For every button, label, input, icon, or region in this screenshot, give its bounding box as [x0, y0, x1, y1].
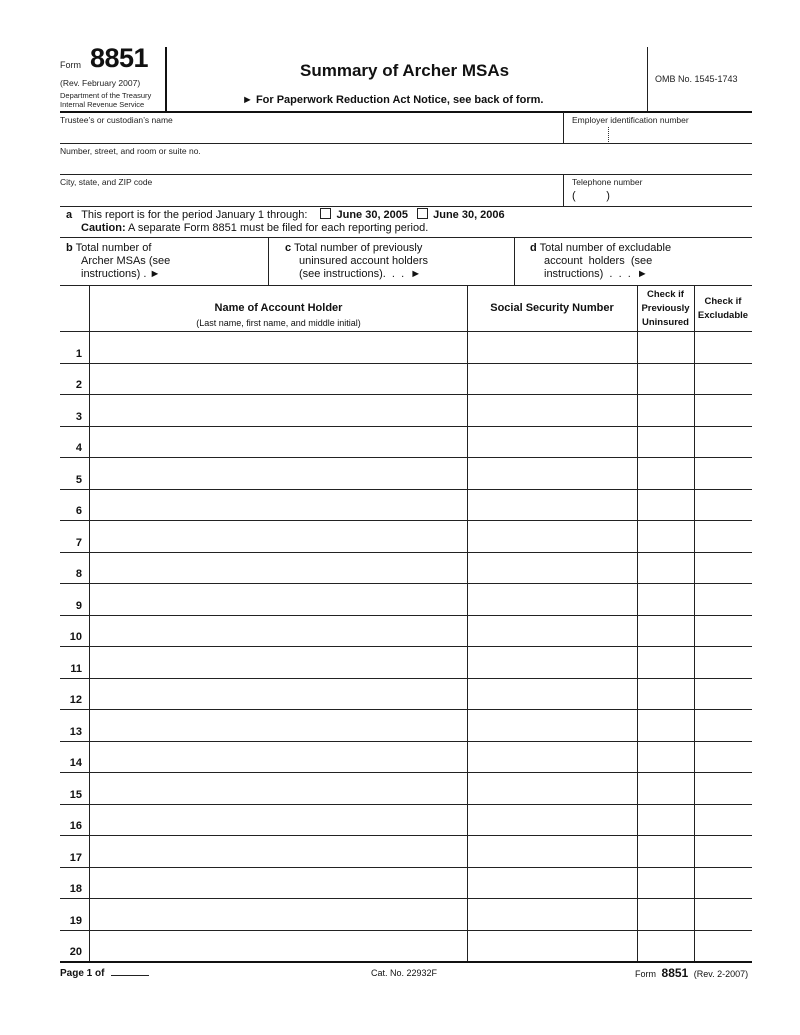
- paperwork-notice: ► For Paperwork Reduction Act Notice, see back of form.: [242, 94, 544, 106]
- row-number: 9: [75, 599, 82, 612]
- ssn-cell[interactable]: [468, 741, 637, 773]
- ssn-cell[interactable]: [468, 363, 637, 395]
- excludable-check[interactable]: [695, 930, 752, 962]
- previously-uninsured-check[interactable]: [638, 583, 694, 615]
- row-number: 18: [69, 883, 82, 895]
- col-prev-line-2: Previously: [641, 303, 690, 314]
- ssn-cell[interactable]: [468, 552, 637, 584]
- excludable-check[interactable]: [695, 898, 752, 930]
- table-row: [60, 678, 752, 710]
- excludable-check[interactable]: [695, 678, 752, 710]
- ssn-cell[interactable]: [468, 583, 637, 615]
- previously-uninsured-check[interactable]: [638, 709, 694, 741]
- row-rule-3: [60, 206, 752, 207]
- table-row: [60, 867, 752, 899]
- previously-uninsured-check[interactable]: [638, 457, 694, 489]
- previously-uninsured-check[interactable]: [638, 394, 694, 426]
- previously-uninsured-check[interactable]: [638, 772, 694, 804]
- ssn-cell[interactable]: [468, 678, 637, 710]
- line-b-text-3: instructions) . ►: [81, 268, 161, 280]
- line-d: [530, 242, 690, 281]
- page-count: [60, 967, 149, 979]
- line-a-text: This report is for the period January 1 through:: [81, 209, 308, 221]
- excludable-check[interactable]: [695, 394, 752, 426]
- row-number: 4: [75, 442, 82, 454]
- name-cell[interactable]: [90, 583, 467, 615]
- line-a-letter: a: [66, 209, 73, 221]
- excludable-check[interactable]: [695, 520, 752, 552]
- ssn-cell[interactable]: [468, 426, 637, 458]
- row-number: 16: [69, 820, 82, 832]
- previously-uninsured-check[interactable]: [638, 520, 694, 552]
- omb-number: OMB No. 1545-1743: [655, 74, 738, 84]
- name-cell[interactable]: [90, 804, 467, 836]
- ssn-cell[interactable]: [468, 867, 637, 899]
- table-row: [60, 520, 752, 552]
- form-title: Summary of Archer MSAs: [300, 61, 510, 80]
- line-b-field[interactable]: [185, 272, 265, 286]
- department-line-2: Internal Revenue Service: [60, 100, 145, 109]
- excludable-check[interactable]: [695, 709, 752, 741]
- previously-uninsured-check[interactable]: [638, 741, 694, 773]
- ssn-cell[interactable]: [468, 930, 637, 962]
- ein-label: Employer identification number: [572, 115, 689, 125]
- line-b-text-2: Archer MSAs (see: [81, 255, 171, 267]
- row-number: 14: [69, 757, 82, 769]
- name-cell[interactable]: [90, 331, 467, 363]
- footer-form-id: [635, 966, 748, 980]
- table-row: [60, 709, 752, 741]
- col-prev-line-1: Check if: [647, 289, 684, 300]
- excludable-check[interactable]: [695, 457, 752, 489]
- excludable-check[interactable]: [695, 331, 752, 363]
- table-row: [60, 835, 752, 867]
- line-c-letter: c: [285, 242, 292, 254]
- previously-uninsured-check[interactable]: [638, 646, 694, 678]
- footer-form-word: Form: [635, 969, 656, 979]
- june-2006-label: June 30, 2006: [433, 209, 505, 221]
- col-name-header: Name of Account Holder: [214, 302, 343, 314]
- table-bottom-rule: [60, 961, 752, 963]
- name-cell[interactable]: [90, 646, 467, 678]
- col-name-subheader: (Last name, first name, and middle initial): [196, 318, 361, 328]
- table-row: [60, 331, 752, 363]
- name-cell[interactable]: [90, 394, 467, 426]
- caution-line: [81, 222, 428, 235]
- name-cell[interactable]: [90, 930, 467, 962]
- form-number: 8851: [90, 43, 149, 73]
- table-row: [60, 426, 752, 458]
- ssn-cell[interactable]: [468, 489, 637, 521]
- excludable-check[interactable]: [695, 772, 752, 804]
- excludable-check[interactable]: [695, 552, 752, 584]
- excludable-check[interactable]: [695, 867, 752, 899]
- row-number: 8: [75, 568, 82, 580]
- ssn-cell[interactable]: [468, 804, 637, 836]
- table-row: [60, 898, 752, 930]
- table-row: [60, 457, 752, 489]
- excludable-check[interactable]: [695, 741, 752, 773]
- excludable-check[interactable]: [695, 646, 752, 678]
- col-previously-uninsured-header: [637, 288, 694, 330]
- row-number: 6: [75, 505, 82, 517]
- row-number: 10: [69, 631, 82, 643]
- row-rule-4: [60, 237, 752, 238]
- ein-field[interactable]: [566, 126, 752, 142]
- table-row: [60, 804, 752, 836]
- name-cell[interactable]: [90, 489, 467, 521]
- name-cell[interactable]: [90, 552, 467, 584]
- ssn-cell[interactable]: [468, 520, 637, 552]
- row-number: 11: [70, 662, 82, 675]
- excludable-check[interactable]: [695, 615, 752, 647]
- name-cell[interactable]: [90, 520, 467, 552]
- name-cell[interactable]: [90, 709, 467, 741]
- previously-uninsured-check[interactable]: [638, 426, 694, 458]
- table-row: [60, 363, 752, 395]
- catalog-number: Cat. No. 22932F: [371, 968, 438, 978]
- ssn-cell[interactable]: [468, 615, 637, 647]
- table-row: [60, 930, 752, 962]
- ssn-cell[interactable]: [468, 835, 637, 867]
- ssn-cell[interactable]: [468, 331, 637, 363]
- col-excl-line-1: Check if: [704, 296, 742, 307]
- line-d-letter: d: [530, 242, 537, 254]
- line-c-text-2: uninsured account holders: [299, 255, 429, 267]
- name-cell[interactable]: [90, 898, 467, 930]
- previously-uninsured-check[interactable]: [638, 898, 694, 930]
- ssn-cell[interactable]: [468, 457, 637, 489]
- excludable-check[interactable]: [695, 489, 752, 521]
- city-field[interactable]: [60, 189, 560, 205]
- line-c-divider: [514, 238, 515, 285]
- excludable-check[interactable]: [695, 583, 752, 615]
- table-row: [60, 552, 752, 584]
- caution-text: A separate Form 8851 must be filed for each reporting period.: [125, 222, 429, 234]
- col-excl-line-2: Excludable: [697, 310, 749, 321]
- row-number: 3: [75, 410, 82, 423]
- header-divider-right: [647, 47, 648, 111]
- phone-field[interactable]: ( ): [572, 190, 610, 202]
- line-c-text-3: (see instructions). . . ►: [299, 268, 422, 280]
- col-excludable-header: [694, 295, 752, 323]
- name-cell[interactable]: [90, 457, 467, 489]
- line-b-letter: b: [66, 242, 73, 254]
- previously-uninsured-check[interactable]: [638, 930, 694, 962]
- header-divider-left: [165, 47, 167, 111]
- name-cell[interactable]: [90, 772, 467, 804]
- previously-uninsured-check[interactable]: [638, 552, 694, 584]
- trustee-name-label: Trustee’s or custodian’s name: [60, 115, 173, 125]
- table-row: [60, 772, 752, 804]
- line-d-text-2: account holders (see: [544, 255, 653, 267]
- row-number: 15: [69, 788, 82, 801]
- june-2006-checkbox[interactable]: [417, 208, 428, 219]
- line-d-text-3: instructions) . . . ►: [544, 268, 648, 280]
- previously-uninsured-check[interactable]: [638, 615, 694, 647]
- phone-label: Telephone number: [572, 177, 643, 187]
- street-field[interactable]: [60, 157, 752, 173]
- table-row: [60, 394, 752, 426]
- table-row: [60, 646, 752, 678]
- row-number: 7: [75, 536, 82, 549]
- row-number: 13: [69, 725, 82, 738]
- line-b-divider: [268, 238, 269, 285]
- ssn-cell[interactable]: [468, 772, 637, 804]
- june-2005-checkbox[interactable]: [320, 208, 331, 219]
- previously-uninsured-check[interactable]: [638, 489, 694, 521]
- excludable-check[interactable]: [695, 426, 752, 458]
- table-row: [60, 615, 752, 647]
- previously-uninsured-check[interactable]: [638, 835, 694, 867]
- name-cell[interactable]: [90, 363, 467, 395]
- ssn-cell[interactable]: [468, 394, 637, 426]
- name-cell[interactable]: [90, 678, 467, 710]
- row-number: 19: [69, 914, 82, 927]
- previously-uninsured-check[interactable]: [638, 363, 694, 395]
- revision-date: (Rev. February 2007): [60, 78, 141, 88]
- excludable-check[interactable]: [695, 363, 752, 395]
- row-number: 5: [75, 473, 82, 486]
- caution-label: Caution:: [81, 222, 126, 234]
- excludable-check[interactable]: [695, 804, 752, 836]
- ssn-cell[interactable]: [468, 898, 637, 930]
- trustee-name-field[interactable]: [60, 126, 560, 142]
- row-number: 17: [69, 851, 82, 864]
- ein-divider: [563, 112, 564, 143]
- line-c-field[interactable]: [445, 272, 510, 286]
- account-holder-table: [60, 285, 752, 961]
- ssn-cell[interactable]: [468, 646, 637, 678]
- previously-uninsured-check[interactable]: [638, 804, 694, 836]
- street-label: Number, street, and room or suite no.: [60, 146, 201, 156]
- col-ssn-header: Social Security Number: [490, 302, 614, 314]
- line-d-field[interactable]: [692, 272, 750, 286]
- line-a: [66, 208, 505, 222]
- department-line-1: Department of the Treasury: [60, 91, 152, 100]
- page-count-field[interactable]: [111, 967, 149, 976]
- name-cell[interactable]: [90, 867, 467, 899]
- name-cell[interactable]: [90, 741, 467, 773]
- name-cell[interactable]: [90, 835, 467, 867]
- page-count-label: Page 1 of: [60, 968, 105, 979]
- footer-form-number: 8851: [661, 966, 689, 980]
- row-number: 20: [69, 946, 82, 958]
- line-c-text-1: Total number of previously: [293, 242, 423, 254]
- line-d-text-1: Total number of excludable: [539, 242, 672, 254]
- previously-uninsured-check[interactable]: [638, 678, 694, 710]
- phone-divider: [563, 175, 564, 206]
- row-number: 1: [75, 347, 82, 360]
- row-number: 2: [75, 379, 82, 391]
- header-bottom-rule: [60, 111, 752, 113]
- col-prev-line-3: Uninsured: [642, 317, 689, 328]
- june-2005-label: June 30, 2005: [336, 209, 409, 221]
- excludable-check[interactable]: [695, 835, 752, 867]
- ein-dotted-separator: [608, 127, 609, 142]
- footer-revision: (Rev. 2-2007): [693, 969, 749, 979]
- name-cell[interactable]: [90, 426, 467, 458]
- table-row: [60, 583, 752, 615]
- form-word: Form: [60, 60, 81, 70]
- name-cell[interactable]: [90, 615, 467, 647]
- line-b-text-1: Total number of: [75, 242, 152, 254]
- table-row: [60, 489, 752, 521]
- previously-uninsured-check[interactable]: [638, 331, 694, 363]
- row-rule-2: [60, 174, 752, 175]
- city-label: City, state, and ZIP code: [60, 177, 153, 187]
- ssn-cell[interactable]: [468, 709, 637, 741]
- previously-uninsured-check[interactable]: [638, 867, 694, 899]
- row-number: 12: [69, 694, 82, 706]
- table-row: [60, 741, 752, 773]
- row-rule-1: [60, 143, 752, 144]
